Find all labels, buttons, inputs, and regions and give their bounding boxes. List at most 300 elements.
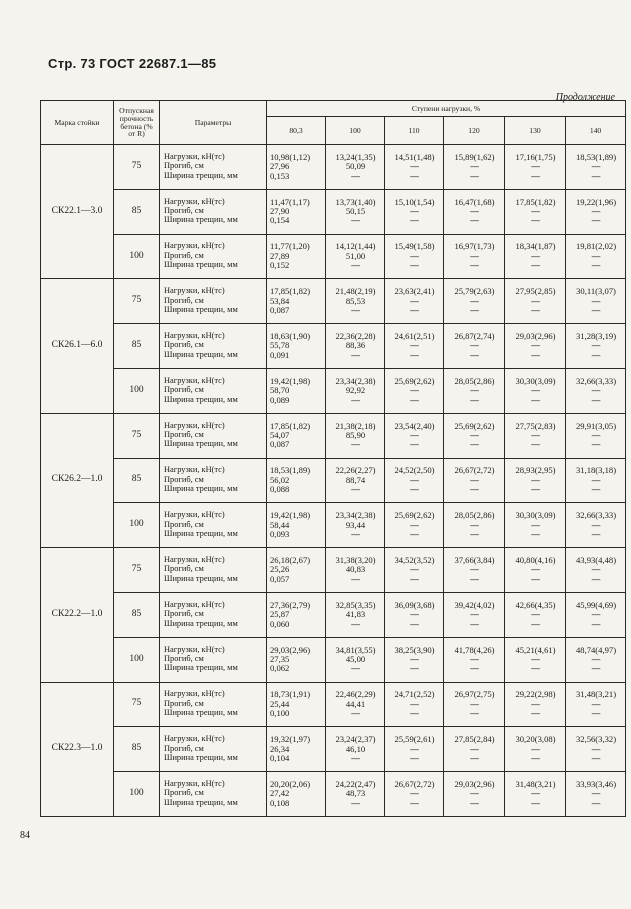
value-line: 14,12(1,44) bbox=[335, 242, 376, 252]
value-line: 0,152 bbox=[270, 261, 290, 271]
param-label: Ширина трещин, мм bbox=[164, 485, 238, 494]
param-label: Нагрузки, кН(тс) bbox=[164, 242, 225, 251]
table-body bbox=[41, 145, 626, 817]
dash-line: — bbox=[531, 386, 540, 396]
value-line: 45,00 bbox=[345, 654, 366, 664]
dash-line: — bbox=[591, 709, 601, 719]
table-row bbox=[41, 772, 626, 817]
value-line: 32,66(3,33) bbox=[575, 511, 617, 521]
value-cell bbox=[505, 324, 566, 369]
param-label: Нагрузки, кН(тс) bbox=[164, 421, 225, 430]
value-line: 25,44 bbox=[270, 699, 290, 709]
value-cell bbox=[505, 772, 566, 817]
value-line: 41,78(4,26) bbox=[454, 645, 495, 655]
dash-line: — bbox=[470, 162, 479, 172]
value-line: 34,81(3,55) bbox=[335, 645, 376, 655]
dash-line: — bbox=[591, 574, 601, 584]
stage-header: 80,3 bbox=[267, 117, 326, 145]
load-test-table bbox=[40, 100, 626, 817]
params-cell bbox=[160, 727, 267, 772]
dash-line: — bbox=[591, 430, 601, 440]
dash-line: — bbox=[410, 440, 419, 450]
param-label: Прогиб, см bbox=[164, 744, 204, 753]
value-cell bbox=[444, 413, 505, 458]
dash-line: — bbox=[531, 485, 540, 495]
dash-line: — bbox=[531, 610, 540, 620]
value-line: 25,69(2,62) bbox=[454, 421, 495, 431]
table-row bbox=[41, 413, 626, 458]
dash-line: — bbox=[531, 251, 540, 261]
value-cell bbox=[385, 324, 444, 369]
dash-line: — bbox=[591, 485, 601, 495]
value-line: 93,44 bbox=[345, 520, 366, 530]
value-line: 40,83 bbox=[345, 565, 366, 575]
value-line: 40,80(4,16) bbox=[515, 555, 556, 565]
dash-line: — bbox=[351, 709, 360, 719]
dash-line: — bbox=[470, 207, 479, 216]
brand-cell: СК22.2—1.0 bbox=[41, 548, 114, 682]
param-label: Прогиб, см bbox=[164, 430, 204, 439]
value-cell bbox=[267, 189, 326, 234]
value-cell bbox=[566, 413, 626, 458]
dash-line: — bbox=[410, 574, 419, 584]
dash-line: — bbox=[531, 699, 540, 709]
value-line: 19,42(1,98) bbox=[270, 511, 311, 521]
param-label: Нагрузки, кН(тс) bbox=[164, 511, 225, 520]
value-line: 50,09 bbox=[345, 162, 366, 172]
value-line: 55,78 bbox=[270, 341, 290, 351]
strength-cell: 100 bbox=[114, 772, 160, 817]
dash-line: — bbox=[531, 664, 540, 674]
value-cell bbox=[566, 727, 626, 772]
value-line: 0,062 bbox=[270, 664, 290, 674]
param-label: Прогиб, см bbox=[164, 341, 204, 350]
dash-line: — bbox=[531, 798, 540, 808]
dash-line: — bbox=[470, 171, 479, 181]
dash-line: — bbox=[351, 440, 360, 450]
dash-line: — bbox=[591, 305, 601, 315]
value-line: 48,73 bbox=[345, 789, 366, 799]
value-line: 16,47(1,68) bbox=[454, 197, 495, 207]
dash-line: — bbox=[531, 162, 540, 172]
dash-line: — bbox=[351, 664, 360, 674]
value-cell bbox=[326, 548, 385, 593]
value-line: 26,18(2,67) bbox=[270, 555, 311, 565]
dash-line: — bbox=[470, 565, 479, 575]
table-row bbox=[41, 458, 626, 503]
table-row bbox=[41, 368, 626, 413]
value-line: 29,03(2,96) bbox=[515, 332, 556, 341]
dash-line: — bbox=[531, 574, 540, 584]
param-label: Прогиб, см bbox=[164, 475, 204, 484]
value-line: 54,07 bbox=[270, 430, 290, 440]
value-line: 27,89 bbox=[270, 251, 290, 261]
dash-line: — bbox=[351, 485, 360, 495]
dash-line: — bbox=[531, 216, 540, 226]
col-header-stages: Ступени нагрузки, % bbox=[267, 101, 626, 117]
value-cell bbox=[267, 637, 326, 682]
param-label: Ширина трещин, мм bbox=[164, 619, 238, 628]
value-cell bbox=[444, 772, 505, 817]
value-line: 25,79(2,63) bbox=[454, 287, 495, 297]
value-line: 0,093 bbox=[270, 529, 290, 539]
value-cell bbox=[566, 458, 626, 503]
dash-line: — bbox=[351, 171, 360, 181]
dash-line: — bbox=[470, 520, 479, 530]
param-label: Ширина трещин, мм bbox=[164, 753, 238, 762]
dash-line: — bbox=[470, 485, 479, 495]
param-label: Прогиб, см bbox=[164, 699, 204, 708]
dash-line: — bbox=[470, 753, 479, 763]
dash-line: — bbox=[470, 529, 479, 539]
value-line: 27,96 bbox=[270, 162, 290, 172]
stage-header: 130 bbox=[505, 117, 566, 145]
value-cell bbox=[505, 368, 566, 413]
value-line: 27,95(2,85) bbox=[515, 287, 556, 297]
dash-line: — bbox=[410, 475, 419, 485]
value-line: 23,54(2,40) bbox=[394, 421, 435, 431]
value-cell bbox=[566, 234, 626, 279]
dash-line: — bbox=[410, 565, 419, 575]
value-line: 22,46(2,29) bbox=[335, 690, 376, 700]
dash-line: — bbox=[531, 520, 540, 530]
dash-line: — bbox=[410, 744, 419, 754]
value-line: 10,98(1,12) bbox=[270, 152, 311, 162]
dash-line: — bbox=[351, 395, 360, 405]
dash-line: — bbox=[591, 753, 601, 763]
value-line: 18,34(1,87) bbox=[515, 242, 556, 252]
value-line: 26,67(2,72) bbox=[394, 779, 435, 789]
value-line: 17,16(1,75) bbox=[515, 152, 556, 162]
dash-line: — bbox=[470, 654, 479, 664]
dash-line: — bbox=[531, 565, 540, 575]
value-cell bbox=[326, 772, 385, 817]
value-cell bbox=[385, 637, 444, 682]
value-cell bbox=[505, 189, 566, 234]
dash-line: — bbox=[410, 699, 419, 709]
value-cell bbox=[385, 189, 444, 234]
value-line: 27,85(2,84) bbox=[454, 735, 495, 745]
dash-line: — bbox=[470, 619, 479, 629]
value-line: 31,28(3,19) bbox=[575, 332, 617, 341]
param-label: Ширина трещин, мм bbox=[164, 305, 238, 314]
param-label: Нагрузки, кН(тс) bbox=[164, 779, 225, 788]
params-cell bbox=[160, 145, 267, 190]
value-cell bbox=[385, 458, 444, 503]
value-cell bbox=[505, 413, 566, 458]
value-line: 15,49(1,58) bbox=[394, 242, 435, 252]
value-line: 14,51(1,48) bbox=[394, 152, 435, 162]
value-cell bbox=[385, 592, 444, 637]
dash-line: — bbox=[470, 610, 479, 620]
value-cell bbox=[267, 548, 326, 593]
value-line: 18,63(1,90) bbox=[270, 332, 311, 341]
value-cell bbox=[267, 458, 326, 503]
value-line: 41,83 bbox=[345, 610, 366, 620]
value-cell bbox=[566, 368, 626, 413]
dash-line: — bbox=[410, 207, 419, 216]
dash-line: — bbox=[410, 216, 419, 226]
value-line: 22,26(2,27) bbox=[335, 466, 376, 476]
dash-line: — bbox=[351, 574, 360, 584]
value-line: 88,36 bbox=[345, 341, 366, 351]
value-line: 27,35 bbox=[270, 654, 290, 664]
value-cell bbox=[444, 458, 505, 503]
strength-cell: 75 bbox=[114, 548, 160, 593]
strength-cell: 100 bbox=[114, 637, 160, 682]
dash-line: — bbox=[531, 753, 540, 763]
dash-line: — bbox=[591, 341, 601, 351]
dash-line: — bbox=[410, 654, 419, 664]
value-line: 15,89(1,62) bbox=[454, 152, 495, 162]
page-header: Стр. 73 ГОСТ 22687.1—85 bbox=[48, 56, 217, 71]
value-cell bbox=[505, 548, 566, 593]
value-line: 32,56(3,32) bbox=[575, 735, 617, 745]
value-line: 46,10 bbox=[345, 744, 366, 754]
dash-line: — bbox=[591, 654, 601, 664]
value-cell bbox=[385, 234, 444, 279]
value-cell bbox=[385, 548, 444, 593]
dash-line: — bbox=[470, 305, 479, 315]
dash-line: — bbox=[470, 386, 479, 396]
dash-line: — bbox=[351, 350, 360, 360]
value-cell bbox=[505, 458, 566, 503]
value-line: 29,03(2,96) bbox=[454, 779, 495, 789]
param-label: Прогиб, см bbox=[164, 654, 204, 663]
value-line: 22,36(2,28) bbox=[335, 332, 376, 341]
dash-line: — bbox=[591, 395, 601, 405]
param-label: Прогиб, см bbox=[164, 610, 204, 619]
param-label: Нагрузки, кН(тс) bbox=[164, 690, 225, 699]
value-line: 33,93(3,46) bbox=[575, 779, 617, 789]
dash-line: — bbox=[531, 261, 540, 271]
value-cell bbox=[385, 503, 444, 548]
param-label: Ширина трещин, мм bbox=[164, 664, 238, 673]
dash-line: — bbox=[470, 350, 479, 360]
value-line: 37,66(3,84) bbox=[454, 555, 495, 565]
param-label: Нагрузки, кН(тс) bbox=[164, 376, 225, 385]
value-line: 48,74(4,97) bbox=[575, 645, 617, 655]
param-label: Ширина трещин, мм bbox=[164, 171, 238, 180]
dash-line: — bbox=[470, 440, 479, 450]
value-line: 85,53 bbox=[345, 296, 366, 306]
value-line: 0,100 bbox=[270, 709, 290, 719]
dash-line: — bbox=[591, 610, 601, 620]
dash-line: — bbox=[410, 162, 419, 172]
value-line: 25,69(2,62) bbox=[394, 511, 435, 521]
value-cell bbox=[444, 727, 505, 772]
table-row bbox=[41, 279, 626, 324]
value-line: 13,24(1,35) bbox=[335, 152, 376, 162]
dash-line: — bbox=[410, 664, 419, 674]
table-row bbox=[41, 548, 626, 593]
table-row bbox=[41, 637, 626, 682]
value-line: 0,087 bbox=[270, 440, 290, 450]
continuation-label: Продолжение bbox=[555, 92, 615, 103]
value-line: 21,48(2,19) bbox=[335, 287, 376, 297]
table-row bbox=[41, 145, 626, 190]
dash-line: — bbox=[410, 619, 419, 629]
load-test-table-wrap bbox=[40, 100, 625, 817]
value-cell bbox=[326, 234, 385, 279]
dash-line: — bbox=[470, 798, 479, 808]
value-line: 23,34(2,38) bbox=[335, 376, 376, 386]
dash-line: — bbox=[470, 664, 479, 674]
value-cell bbox=[326, 727, 385, 772]
value-cell bbox=[444, 368, 505, 413]
value-cell bbox=[326, 458, 385, 503]
dash-line: — bbox=[410, 251, 419, 261]
value-cell bbox=[267, 727, 326, 772]
value-cell bbox=[267, 234, 326, 279]
stage-header: 110 bbox=[385, 117, 444, 145]
value-cell bbox=[566, 682, 626, 727]
dash-line: — bbox=[591, 261, 601, 271]
strength-cell: 85 bbox=[114, 592, 160, 637]
value-line: 92,92 bbox=[345, 386, 366, 396]
param-label: Ширина трещин, мм bbox=[164, 798, 238, 807]
value-line: 13,73(1,40) bbox=[335, 197, 376, 207]
value-line: 0,104 bbox=[270, 753, 290, 763]
dash-line: — bbox=[591, 162, 601, 172]
param-label: Нагрузки, кН(тс) bbox=[164, 197, 225, 206]
value-line: 26,87(2,74) bbox=[454, 332, 495, 341]
params-cell bbox=[160, 503, 267, 548]
dash-line: — bbox=[531, 789, 540, 799]
value-line: 0,060 bbox=[270, 619, 290, 629]
value-line: 31,38(3,20) bbox=[335, 555, 376, 565]
param-label: Ширина трещин, мм bbox=[164, 395, 238, 404]
dash-line: — bbox=[531, 654, 540, 664]
value-line: 58,44 bbox=[270, 520, 290, 530]
dash-line: — bbox=[470, 789, 479, 799]
value-line: 30,11(3,07) bbox=[576, 287, 616, 297]
value-line: 11,47(1,17) bbox=[270, 197, 310, 207]
brand-cell: СК22.1—3.0 bbox=[41, 145, 114, 279]
value-cell bbox=[505, 637, 566, 682]
value-cell bbox=[505, 145, 566, 190]
value-line: 19,32(1,97) bbox=[270, 735, 311, 745]
value-cell bbox=[444, 279, 505, 324]
value-cell bbox=[326, 145, 385, 190]
brand-cell: СК26.1—6.0 bbox=[41, 279, 114, 413]
col-header-params: Параметры bbox=[160, 101, 267, 145]
value-line: 18,53(1,89) bbox=[270, 466, 311, 476]
param-label: Нагрузки, кН(тс) bbox=[164, 735, 225, 744]
dash-line: — bbox=[410, 520, 419, 530]
strength-cell: 100 bbox=[114, 503, 160, 548]
dash-line: — bbox=[470, 216, 479, 226]
value-cell bbox=[444, 548, 505, 593]
value-line: 0,088 bbox=[270, 485, 290, 495]
value-cell bbox=[326, 592, 385, 637]
dash-line: — bbox=[470, 709, 479, 719]
value-cell bbox=[385, 279, 444, 324]
dash-line: — bbox=[531, 475, 540, 485]
value-line: 23,63(2,41) bbox=[394, 287, 435, 297]
value-line: 30,30(3,09) bbox=[515, 376, 556, 386]
dash-line: — bbox=[591, 619, 601, 629]
value-cell bbox=[385, 682, 444, 727]
value-cell bbox=[444, 637, 505, 682]
value-line: 21,38(2,18) bbox=[335, 421, 376, 431]
dash-line: — bbox=[531, 619, 540, 629]
value-cell bbox=[505, 592, 566, 637]
value-line: 17,85(1,82) bbox=[515, 197, 556, 207]
param-label: Нагрузки, кН(тс) bbox=[164, 600, 225, 609]
value-cell bbox=[267, 682, 326, 727]
param-label: Нагрузки, кН(тс) bbox=[164, 466, 225, 475]
value-cell bbox=[385, 413, 444, 458]
value-line: 56,02 bbox=[270, 475, 290, 485]
strength-cell: 75 bbox=[114, 682, 160, 727]
value-cell bbox=[566, 772, 626, 817]
strength-cell: 100 bbox=[114, 368, 160, 413]
dash-line: — bbox=[351, 261, 360, 271]
value-cell bbox=[326, 324, 385, 369]
value-cell bbox=[566, 503, 626, 548]
value-line: 0,089 bbox=[270, 395, 290, 405]
value-cell bbox=[566, 279, 626, 324]
param-label: Нагрузки, кН(тс) bbox=[164, 287, 225, 296]
value-line: 26,67(2,72) bbox=[454, 466, 495, 476]
value-line: 24,71(2,52) bbox=[394, 690, 435, 700]
dash-line: — bbox=[410, 261, 419, 271]
dash-line: — bbox=[531, 171, 540, 181]
value-line: 43,93(4,48) bbox=[575, 555, 617, 565]
dash-line: — bbox=[591, 664, 601, 674]
param-label: Ширина трещин, мм bbox=[164, 261, 238, 270]
value-line: 28,93(2,95) bbox=[515, 466, 556, 476]
strength-cell: 85 bbox=[114, 324, 160, 369]
table-row bbox=[41, 592, 626, 637]
dash-line: — bbox=[591, 789, 601, 799]
value-line: 11,77(1,20) bbox=[270, 242, 310, 252]
dash-line: — bbox=[470, 430, 479, 440]
dash-line: — bbox=[470, 251, 479, 261]
dash-line: — bbox=[351, 305, 360, 315]
dash-line: — bbox=[591, 798, 601, 808]
value-line: 24,22(2,47) bbox=[335, 779, 376, 789]
value-cell bbox=[267, 279, 326, 324]
value-cell bbox=[267, 772, 326, 817]
table-row bbox=[41, 503, 626, 548]
value-line: 0,087 bbox=[270, 305, 290, 315]
stage-header: 120 bbox=[444, 117, 505, 145]
param-label: Прогиб, см bbox=[164, 520, 204, 529]
param-label: Ширина трещин, мм bbox=[164, 216, 238, 225]
value-cell bbox=[326, 503, 385, 548]
value-cell bbox=[267, 145, 326, 190]
params-cell bbox=[160, 189, 267, 234]
value-line: 34,52(3,52) bbox=[394, 555, 435, 565]
params-cell bbox=[160, 279, 267, 324]
dash-line: — bbox=[591, 296, 601, 306]
value-cell bbox=[444, 592, 505, 637]
value-line: 18,53(1,89) bbox=[575, 152, 617, 162]
dash-line: — bbox=[410, 709, 419, 719]
value-line: 27,75(2,83) bbox=[515, 421, 556, 431]
value-cell bbox=[267, 503, 326, 548]
param-label: Прогиб, см bbox=[164, 386, 204, 395]
value-line: 45,21(4,61) bbox=[515, 645, 556, 655]
value-line: 25,26 bbox=[270, 565, 290, 575]
dash-line: — bbox=[591, 475, 601, 485]
value-line: 29,03(2,96) bbox=[270, 645, 311, 655]
value-line: 23,34(2,38) bbox=[335, 511, 376, 521]
param-label: Прогиб, см bbox=[164, 207, 204, 215]
value-line: 36,09(3,68) bbox=[394, 600, 435, 610]
